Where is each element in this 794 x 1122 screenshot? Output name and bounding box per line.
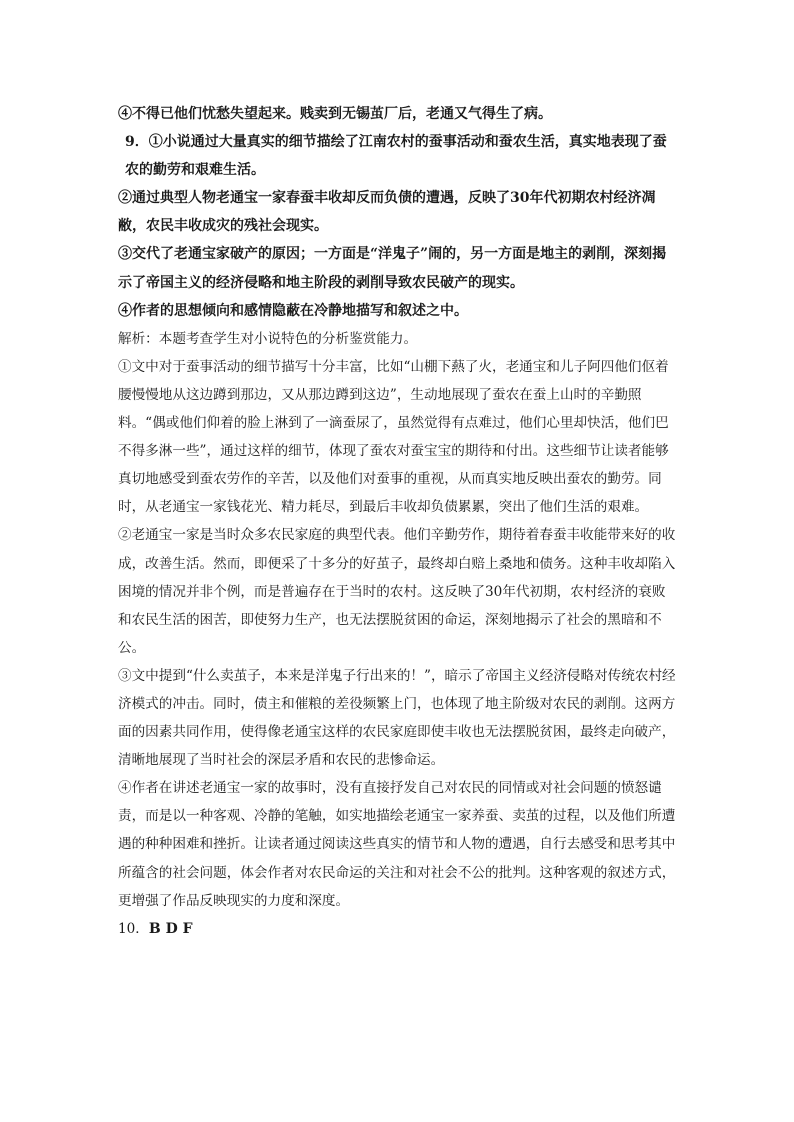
analysis-paragraph-4: ④作者在讲述老通宝一家的故事时，没有直接抒发自己对农民的同情或对社会问题的愤怒谴责，而是以一种客观、冷静的笔触，如实地描绘老通宝一家养蚕、卖茧的过程，以及他们所遭遇的种种困难和挫折。让读者通过阅读这些真实的情节和人物的遭遇，自行去感受和思考其中所蕴含的社会问题，体会作者对农民命运的关注和对社会不公的批判。这种客观的叙述方式，更增强了作品反映现实的力度和深度。 xyxy=(118,780,676,909)
answer-9-point-2: ②通过典型人物老通宝一家春蚕丰收却反而负债的遭遇，反映了30年代初期农村经济凋敝，农民丰收成灾的残社会现实。 xyxy=(118,190,656,235)
analysis-paragraph-3: ③文中提到“什么卖茧子，本来是洋鬼子行出来的！”，暗示了帝国主义经济侵略对传统农村经济模式的冲击。同时，债主和催粮的差役频繁上门，也体现了地主阶级对农民的剥削。这两方面的因素共同作用，使得像老通宝这样的农民家庭即使丰收也无法摆脱贫困，最终走向破产，清晰地展现了当时社会的深层矛盾和农民的悲惨命运。 xyxy=(118,667,676,769)
answer-9-point-1: 9．①小说通过大量真实的细节描绘了江南农村的蚕事活动和蚕农生活，真实地表现了蚕农的勤劳和艰难生活。 xyxy=(125,134,667,179)
document-body xyxy=(118,100,678,943)
analysis-paragraph-1: ①文中对于蚕事活动的细节描写十分丰富，比如“山棚下爇了火，老通宝和儿子阿四他们伛着腰慢慢地从这边蹲到那边，又从那边蹲到这边”，生动地展现了蚕农在蚕上山时的辛勤照料。“偶或他们仰着的脸上淋到了一滴蚕尿了，虽然觉得有点难过，他们心里却快活，他们巴不得多淋一些”，通过这样的细节，体现了蚕农对蚕宝宝的期待和付出。这些细节让读者能够真切地感受到蚕农劳作的辛苦，以及他们对蚕事的重视，从而真实地反映出蚕农的勤劳。同时，从老通宝一家钱花光、精力耗尽，到最后丰收却负债累累，突出了他们生活的艰难。 xyxy=(118,358,669,516)
question-10-number: 10． xyxy=(118,920,149,937)
question-10-answer xyxy=(118,915,678,943)
answer-9-point-4: ④作者的思想倾向和感情隐蔽在冷静地描写和叙述之中。 xyxy=(118,302,468,319)
analysis-paragraph-2: ②老通宝一家是当时众多农民家庭的典型代表。他们辛勤劳作，期待着春蚕丰收能带来好的收成，改善生活。然而，即便采了十多分的好茧子，最终却白赔上桑地和债务。这种丰收却陷入困境的情况并非个例，而是普遍存在于当时的农村。这反映了30年代初期，农村经济的衰败和农民生活的困苦，即使努力生产，也无法摆脱贫困的命运，深刻地揭示了社会的黑暗和不公。 xyxy=(118,527,676,656)
analysis-intro: 解析：本题考查学生对小说特色的分析鉴赏能力。 xyxy=(118,330,418,347)
answer-9-point-3: ③交代了老通宝家破产的原因；一方面是“洋鬼子”闹的，另一方面是地主的剥削，深刻揭示了帝国主义的经济侵略和地主阶段的剥削导致农民破产的现实。 xyxy=(118,246,667,291)
answer-8-point-4: ④不得已他们忧愁失望起来。贱卖到无锡茧厂后，老通又气得生了病。 xyxy=(118,106,552,122)
question-10-choices: B D F xyxy=(148,920,193,937)
